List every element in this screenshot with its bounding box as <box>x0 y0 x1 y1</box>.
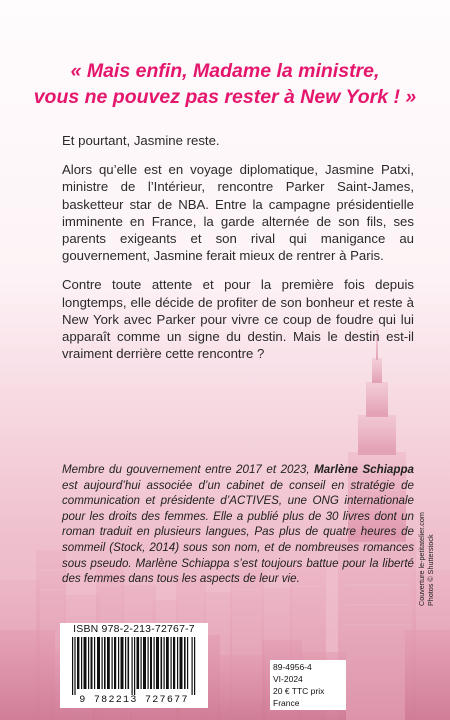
blurb <box>62 132 414 374</box>
photo-credits <box>418 512 435 606</box>
credits-cover: Couverture le-petitatelier.com <box>417 512 426 606</box>
credits-photos: Photos © Shutterstock <box>425 534 435 606</box>
blurb-paragraph-3: Contre toute attente et pour la première fois depuis longtemps, elle décide de profiter de son bonheur et reste à New York avec Parker pour vivre ce coup de foudre qui lui apparaît comme un signe du destin. Mais le destin est-il vraiment derrière cette rencontre ? <box>62 277 414 362</box>
cover-quote <box>20 58 430 110</box>
price-info <box>270 660 346 710</box>
blurb-paragraph-2: Alors qu’elle est en voyage diplomatique, Jasmine Patxi, ministre de l’Intérieur, rencontre Parker Saint-James, basketteur star de NBA. Entre la campagne présidentielle imminente en France, la garde alternée de son fils, ses parents exigeants et son rival qui manigance au gouvernement, Jasmine ferait mieux de rentrer à Paris. <box>62 162 414 264</box>
barcode-block <box>60 623 208 708</box>
price: 20 € TTC prix France <box>273 686 325 708</box>
blurb-paragraph-1: Et pourtant, Jasmine reste. <box>62 133 220 148</box>
bio-rest: est aujourd’hui associée d’un cabinet de conseil en stratégie de communication et présidente d’ACTIVES, une ONG internationale pour les droits des femmes. Elle a publié plus de 30 livres dont un roman traduit en plusieurs langues, Pas plus de quatre heures de sommeil (Stock, 2014) sous son nom, et de nombreuses romances sous pseudo. Marlène Schiappa s’est toujours battue pour la liberté des femmes dans tous les aspects de leur vie. <box>62 478 414 586</box>
barcode-bars <box>72 637 196 695</box>
isbn-label: ISBN 978-2-213-72767-7 <box>73 623 195 635</box>
author-name: Marlène Schiappa <box>314 463 414 476</box>
quote-line-1: « Mais enfin, Madame la ministre, <box>70 60 380 82</box>
quote-line-2: vous ne pouvez pas rester à New York ! » <box>33 86 417 108</box>
barcode-number: 9 782213 727677 <box>79 695 189 706</box>
product-code: 89-4956-4 <box>273 662 312 672</box>
bio-intro: Membre du gouvernement entre 2017 et 2023, <box>62 463 315 476</box>
author-bio <box>62 462 414 587</box>
edition-date: VI-2024 <box>273 674 303 684</box>
